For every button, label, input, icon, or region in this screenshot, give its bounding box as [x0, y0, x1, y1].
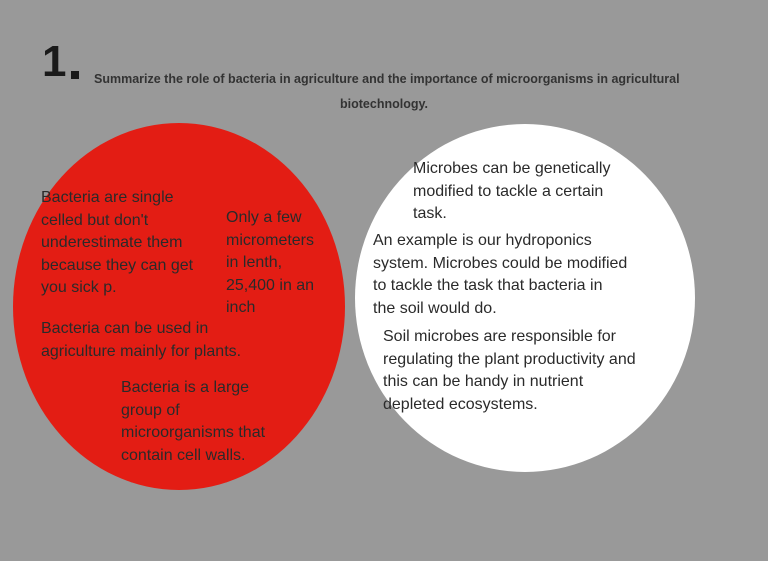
question-text-line2: biotechnology. [340, 97, 428, 111]
bullet-square-icon [71, 71, 79, 79]
note-bacteria-cell-walls[interactable]: Bacteria is a large group of microorganisms that contain cell walls. [121, 379, 266, 464]
question-number: 1 [42, 37, 66, 86]
note-hydroponics-example[interactable]: An example is our hydroponics system. Microbes could be modified to tackle the task that bacteria in the soil would do. [373, 232, 628, 317]
note-bacteria-single-celled[interactable]: Bacteria are single celled but don't underestimate them because they can get you sick p. [41, 189, 194, 296]
note-soil-microbes[interactable]: Soil microbes are responsible for regulating the plant productivity and this can be handy in nutrient depleted ecosystems. [383, 328, 636, 413]
question-text-line1: Summarize the role of bacteria in agriculture and the importance of microorganisms in agricultural [94, 72, 680, 86]
note-bacteria-agriculture[interactable]: Bacteria can be used in agriculture mainly for plants. [41, 320, 242, 360]
note-bacteria-size[interactable]: Only a few micrometers in lenth, 25,400 in an inch [226, 209, 315, 316]
note-microbes-modified[interactable]: Microbes can be genetically modified to tackle a certain task. [413, 160, 611, 222]
